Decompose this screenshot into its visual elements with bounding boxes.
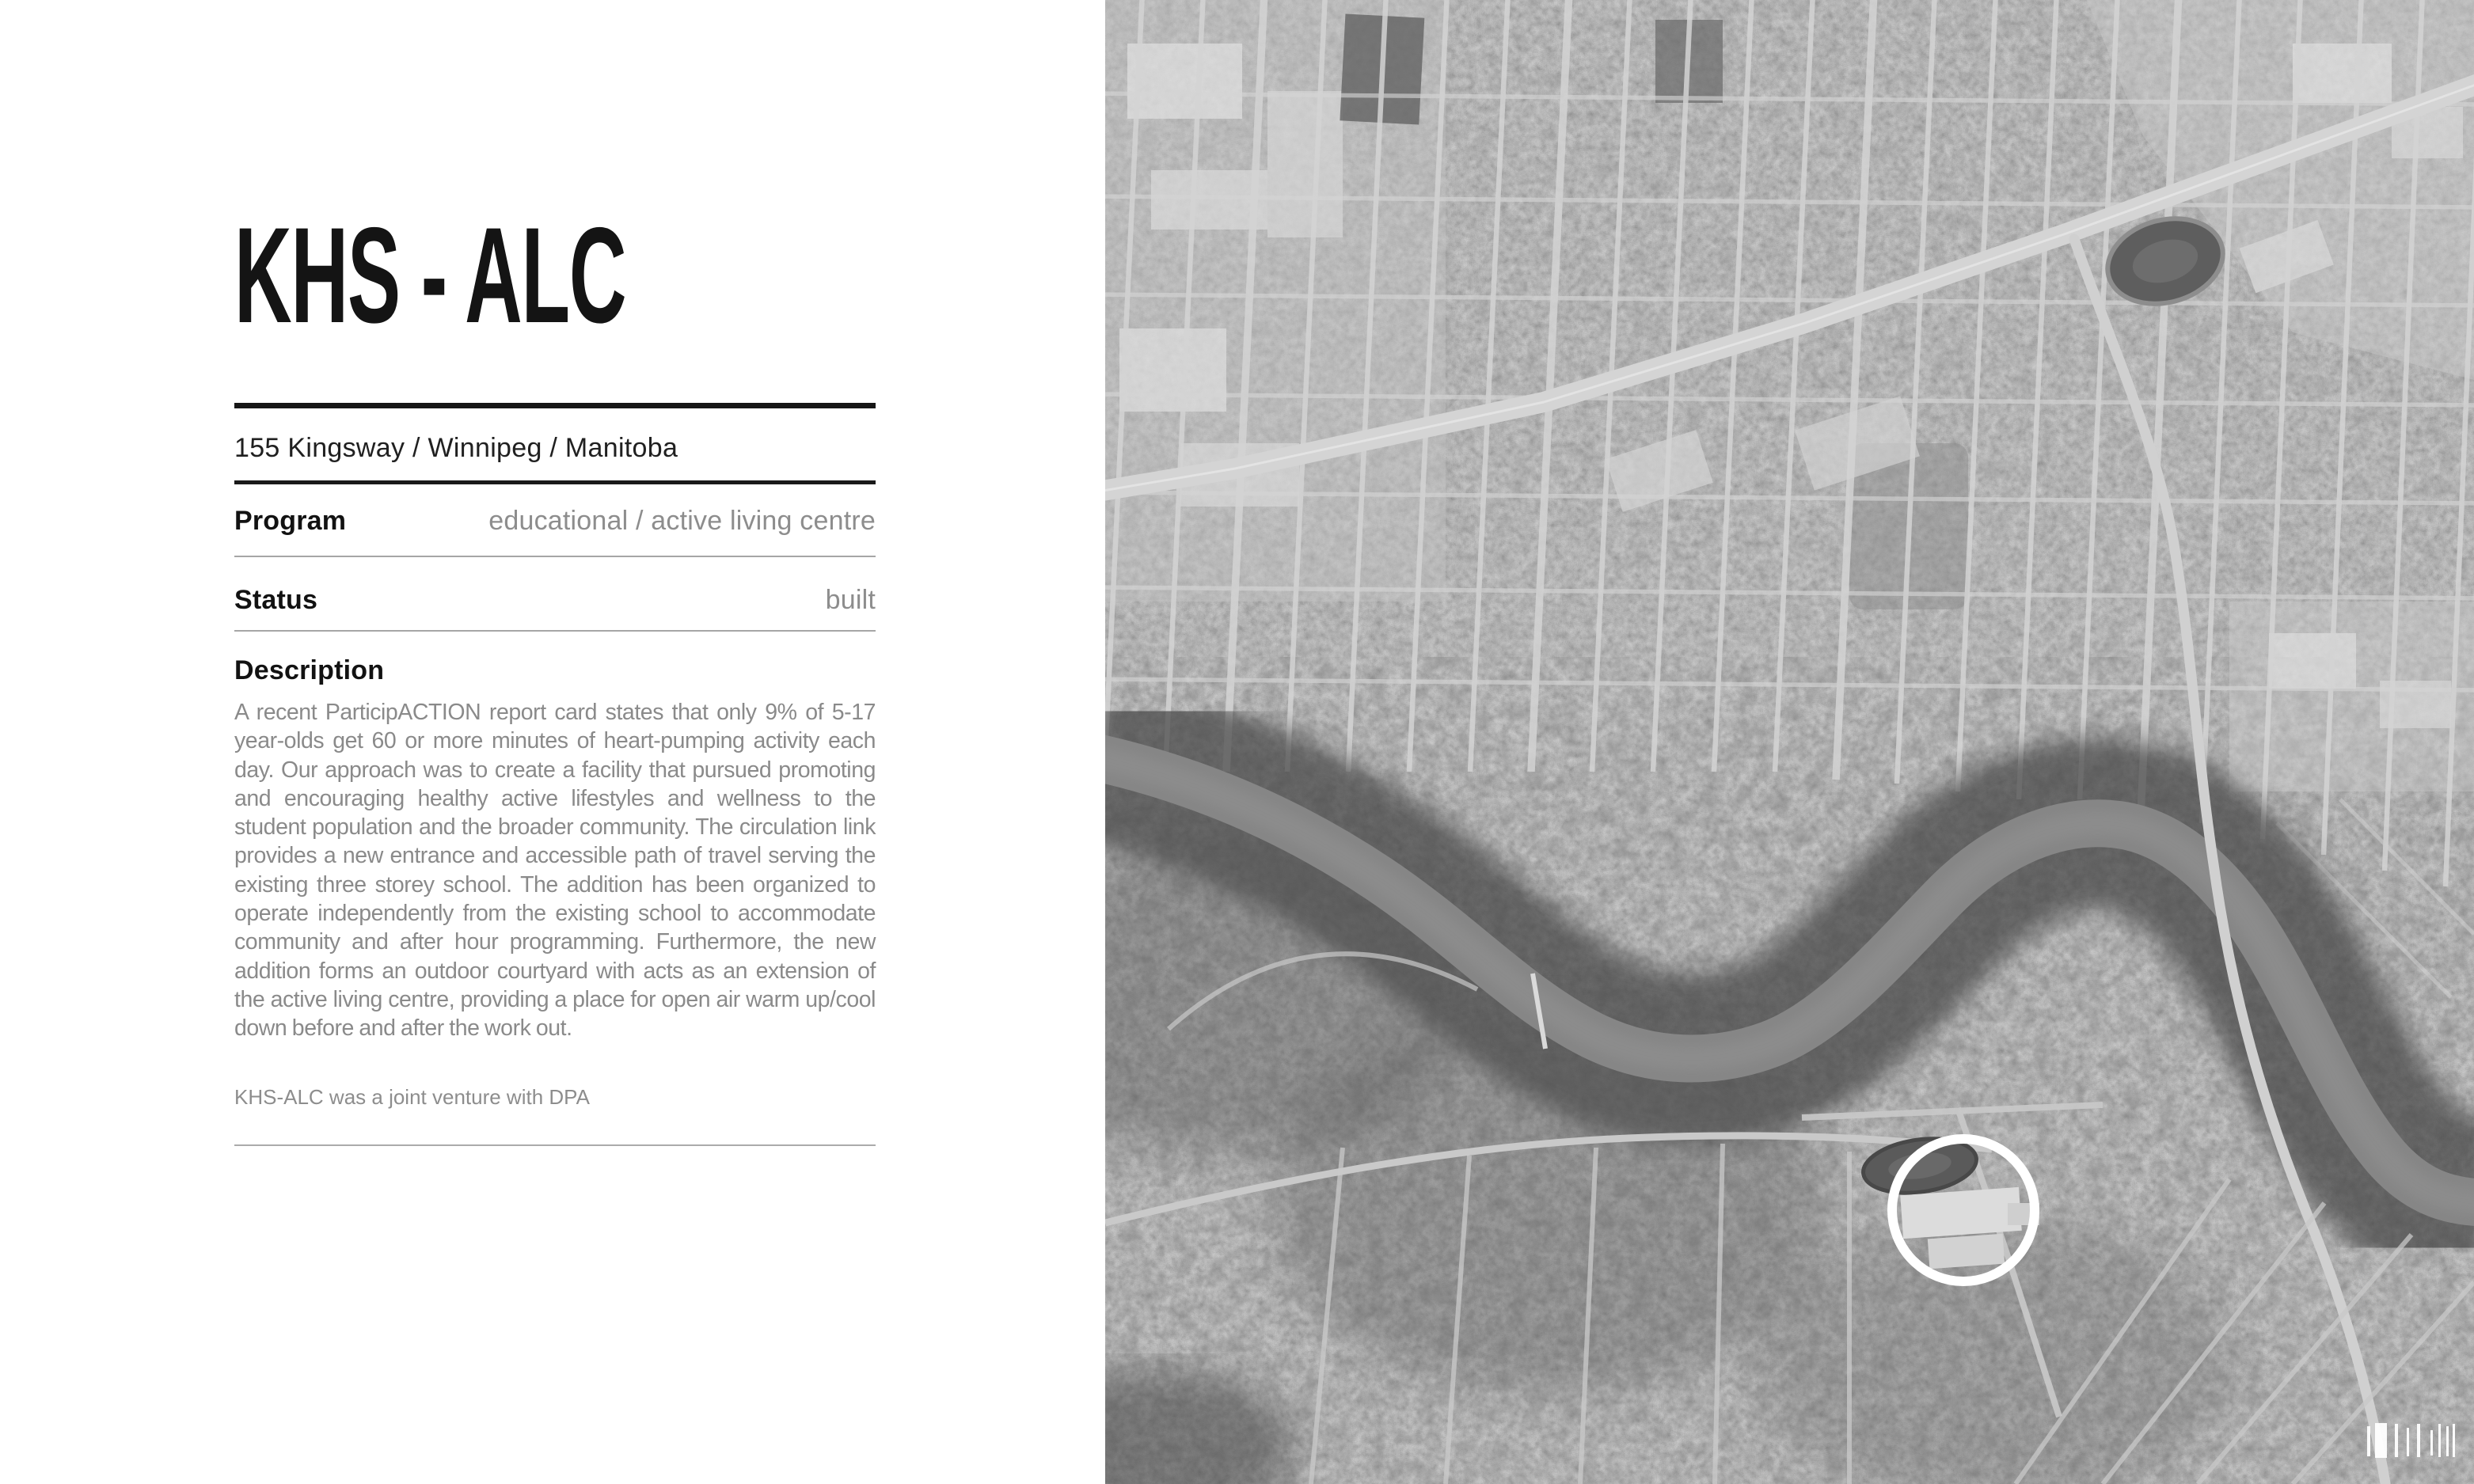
divider-thick-top [234,403,876,408]
program-label: Program [234,505,347,536]
field-row-status [234,583,876,617]
status-label: Status [234,584,318,615]
description-label: Description [234,655,385,685]
project-address: 155 Kingsway / Winnipeg / Manitoba [234,433,678,463]
page-title: KHS - ALC [234,199,626,351]
divider-thin-1 [234,556,876,557]
aerial-photo-svg [1105,0,2474,1484]
description-text: A recent ParticipACTION report card states that only 9% of 5-17 year-olds get 60 or more minutes of heart-pumping activity each day. Our approach was to create a facility that pursued promoting and encouraging healthy active lifestyles and wellness to the student population and the broader community. The circulation link provides a new entrance and accessible path of travel serving the existing three storey school. The addition has been organized to operate independently from the existing school to accommodate community and after hour programming. Furthermore, the new addition forms an outdoor courtyard with acts as an extension of the active living centre, providing a place for open air warm up/cool down before and after the work out. [234,700,876,1042]
divider-below-address [234,480,876,484]
field-row-program [234,504,876,537]
program-value: educational / active living centre [488,505,876,536]
divider-thin-bottom [234,1144,876,1146]
status-value: built [825,584,876,615]
divider-thin-2 [234,630,876,632]
project-info-panel [0,0,1105,1484]
joint-venture-note: KHS-ALC was a joint venture with DPA [234,1085,590,1109]
aerial-photo [1105,0,2474,1484]
